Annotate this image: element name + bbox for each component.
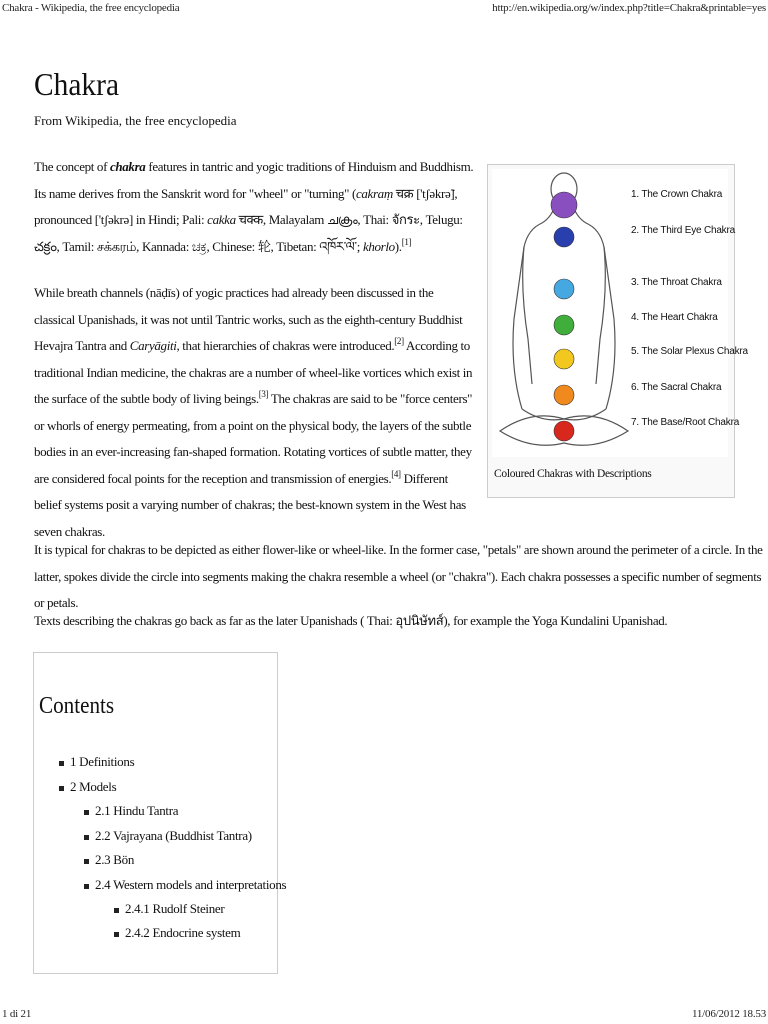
intro-paragraph (34, 154, 479, 260)
toc-item-label: 2.1 Hindu Tantra (95, 803, 179, 818)
chakra-label-3: 3. The Throat Chakra (631, 277, 722, 288)
chakra-symbol-3 (554, 279, 574, 299)
text: According to traditional Indian medicine, the chakras are a number of wheel-like vortices which exist in the surface of the subtle body of living beings. (34, 338, 473, 406)
ref-link-3[interactable]: [3] (258, 389, 269, 399)
chakra-symbol-5 (554, 349, 574, 369)
bullet-icon (84, 835, 89, 840)
chakra-label-6: 6. The Sacral Chakra (631, 382, 722, 393)
chakra-label-7: 7. The Base/Root Chakra (631, 417, 740, 428)
chakra-symbol-6 (554, 385, 574, 405)
text: features in tantric and yogic traditions of Hinduism and Buddhism. Its name derives from the Sanskrit word for "wheel" or "turning" ( (34, 159, 474, 201)
term-chakra: chakra (109, 159, 146, 174)
ref-link-1[interactable]: [1] (401, 236, 412, 247)
text: , that hierarchies of chakras were introduced. (176, 338, 395, 353)
bullet-icon (84, 884, 89, 889)
texts-paragraph: Texts describing the chakras go back as far as the later Upanishads ( Thai: อุปนิษัทส์), for example the Yoga Kundalini Upanishad. (34, 613, 668, 628)
page-number: 1 di 21 (2, 1008, 32, 1020)
toc-item-rudolf-steiner[interactable] (114, 901, 224, 917)
chakra-symbol-7 (554, 421, 574, 441)
toc-item-label: 1 Definitions (70, 754, 135, 769)
page-title-header: Chakra - Wikipedia, the free encyclopedia (2, 2, 180, 14)
url-header: http://en.wikipedia.org/w/index.php?title=Chakra&printable=yes (492, 2, 766, 14)
print-datetime: 11/06/2012 18.53 (691, 1008, 766, 1020)
toc-title: Contents (39, 693, 115, 719)
table-of-contents (33, 652, 287, 974)
text: The chakras are said to be "force centers" or whorls of energy permeating, from a point on the physical body, the layers of the subtle bodies in an ever-increasing fan-shaped formation. Rotating vortices of subtle matter, they are considered focal points for the reception and transmission of energies. (34, 391, 473, 486)
bullet-icon (84, 859, 89, 864)
chakra-symbol-2 (554, 227, 574, 247)
chakra-label-4: 4. The Heart Chakra (631, 312, 718, 323)
term-cakram: cakraṃ (355, 185, 393, 201)
bullet-icon (84, 810, 89, 815)
toc-item-endocrine-system[interactable] (114, 925, 240, 941)
bullet-icon (114, 908, 119, 913)
term-khorlo: khorlo (362, 238, 395, 254)
text: ). (394, 238, 402, 254)
ref-link-2[interactable]: [2] (394, 336, 404, 346)
text: Different belief systems posit a varying number of chakras; the best-known system in the West has seven chakras. (34, 470, 466, 539)
article-title: Chakra (34, 66, 120, 102)
text: The concept of (34, 159, 110, 174)
term-caryagiti: Caryāgiti (129, 338, 177, 353)
toc-item-bon[interactable] (84, 852, 134, 868)
depiction-paragraph: It is typical for chakras to be depicted as either flower-like or wheel-like. In the former case, "petals" are shown around the perimeter of a circle. In the latter, spokes divide the circle into segments making the chakra resemble a wheel (or "chakra"). Each chakra possesses a specific number of segments or petals. (34, 542, 763, 610)
toc-item-hindu-tantra[interactable] (84, 803, 178, 819)
toc-item-western-models[interactable] (84, 877, 286, 893)
bullet-icon (114, 932, 119, 937)
history-paragraph (34, 280, 474, 545)
toc-item-label: 2.4.2 Endocrine system (125, 925, 241, 940)
toc-item-label: 2.3 Bön (95, 852, 135, 867)
bullet-icon (59, 786, 64, 791)
text: While breath channels (nāḍīs) of yogic practices had already been discussed in the classical Upanishads, it was not until Tantric works, such as the eighth-century Buddhist Hevajra Tantra and (34, 285, 463, 353)
toc-item-label: 2.4.1 Rudolf Steiner (125, 901, 225, 916)
article-subtitle: From Wikipedia, the free encyclopedia (34, 113, 237, 128)
toc-item-label: 2.2 Vajrayana (Buddhist Tantra) (95, 828, 252, 843)
toc-item-definitions[interactable] (59, 754, 134, 770)
chakra-figure (487, 164, 748, 498)
chakra-label-5: 5. The Solar Plexus Chakra (631, 346, 748, 357)
text: चक्र ['tʃəkrə̃], pronounced ['tʃəkrə] in Hindi; Pali: (34, 185, 458, 227)
chakra-label-1: 1. The Crown Chakra (631, 189, 723, 200)
toc-item-models[interactable] (59, 779, 116, 795)
chakra-symbol-1 (551, 192, 577, 218)
toc-item-vajrayana[interactable] (84, 828, 252, 844)
term-cakka: cakka (207, 212, 236, 227)
text: चक्क, Malayalam ചക്രം, Thai: จักระ, Telugu: చక్రం, Tamil: சக்கரம், Kannada: ಚಕ್ರ, Chinese: 轮, Tibetan: འཁོར་ལོ་; (34, 212, 463, 254)
chakra-label-2: 2. The Third Eye Chakra (631, 225, 735, 236)
ref-link-4[interactable]: [4] (391, 468, 401, 479)
chakra-symbol-4 (554, 315, 574, 335)
toc-item-label: 2.4 Western models and interpretations (95, 877, 287, 892)
figure-caption: Coloured Chakras with Descriptions (494, 468, 652, 480)
toc-item-label: 2 Models (70, 779, 117, 794)
bullet-icon (59, 761, 64, 766)
